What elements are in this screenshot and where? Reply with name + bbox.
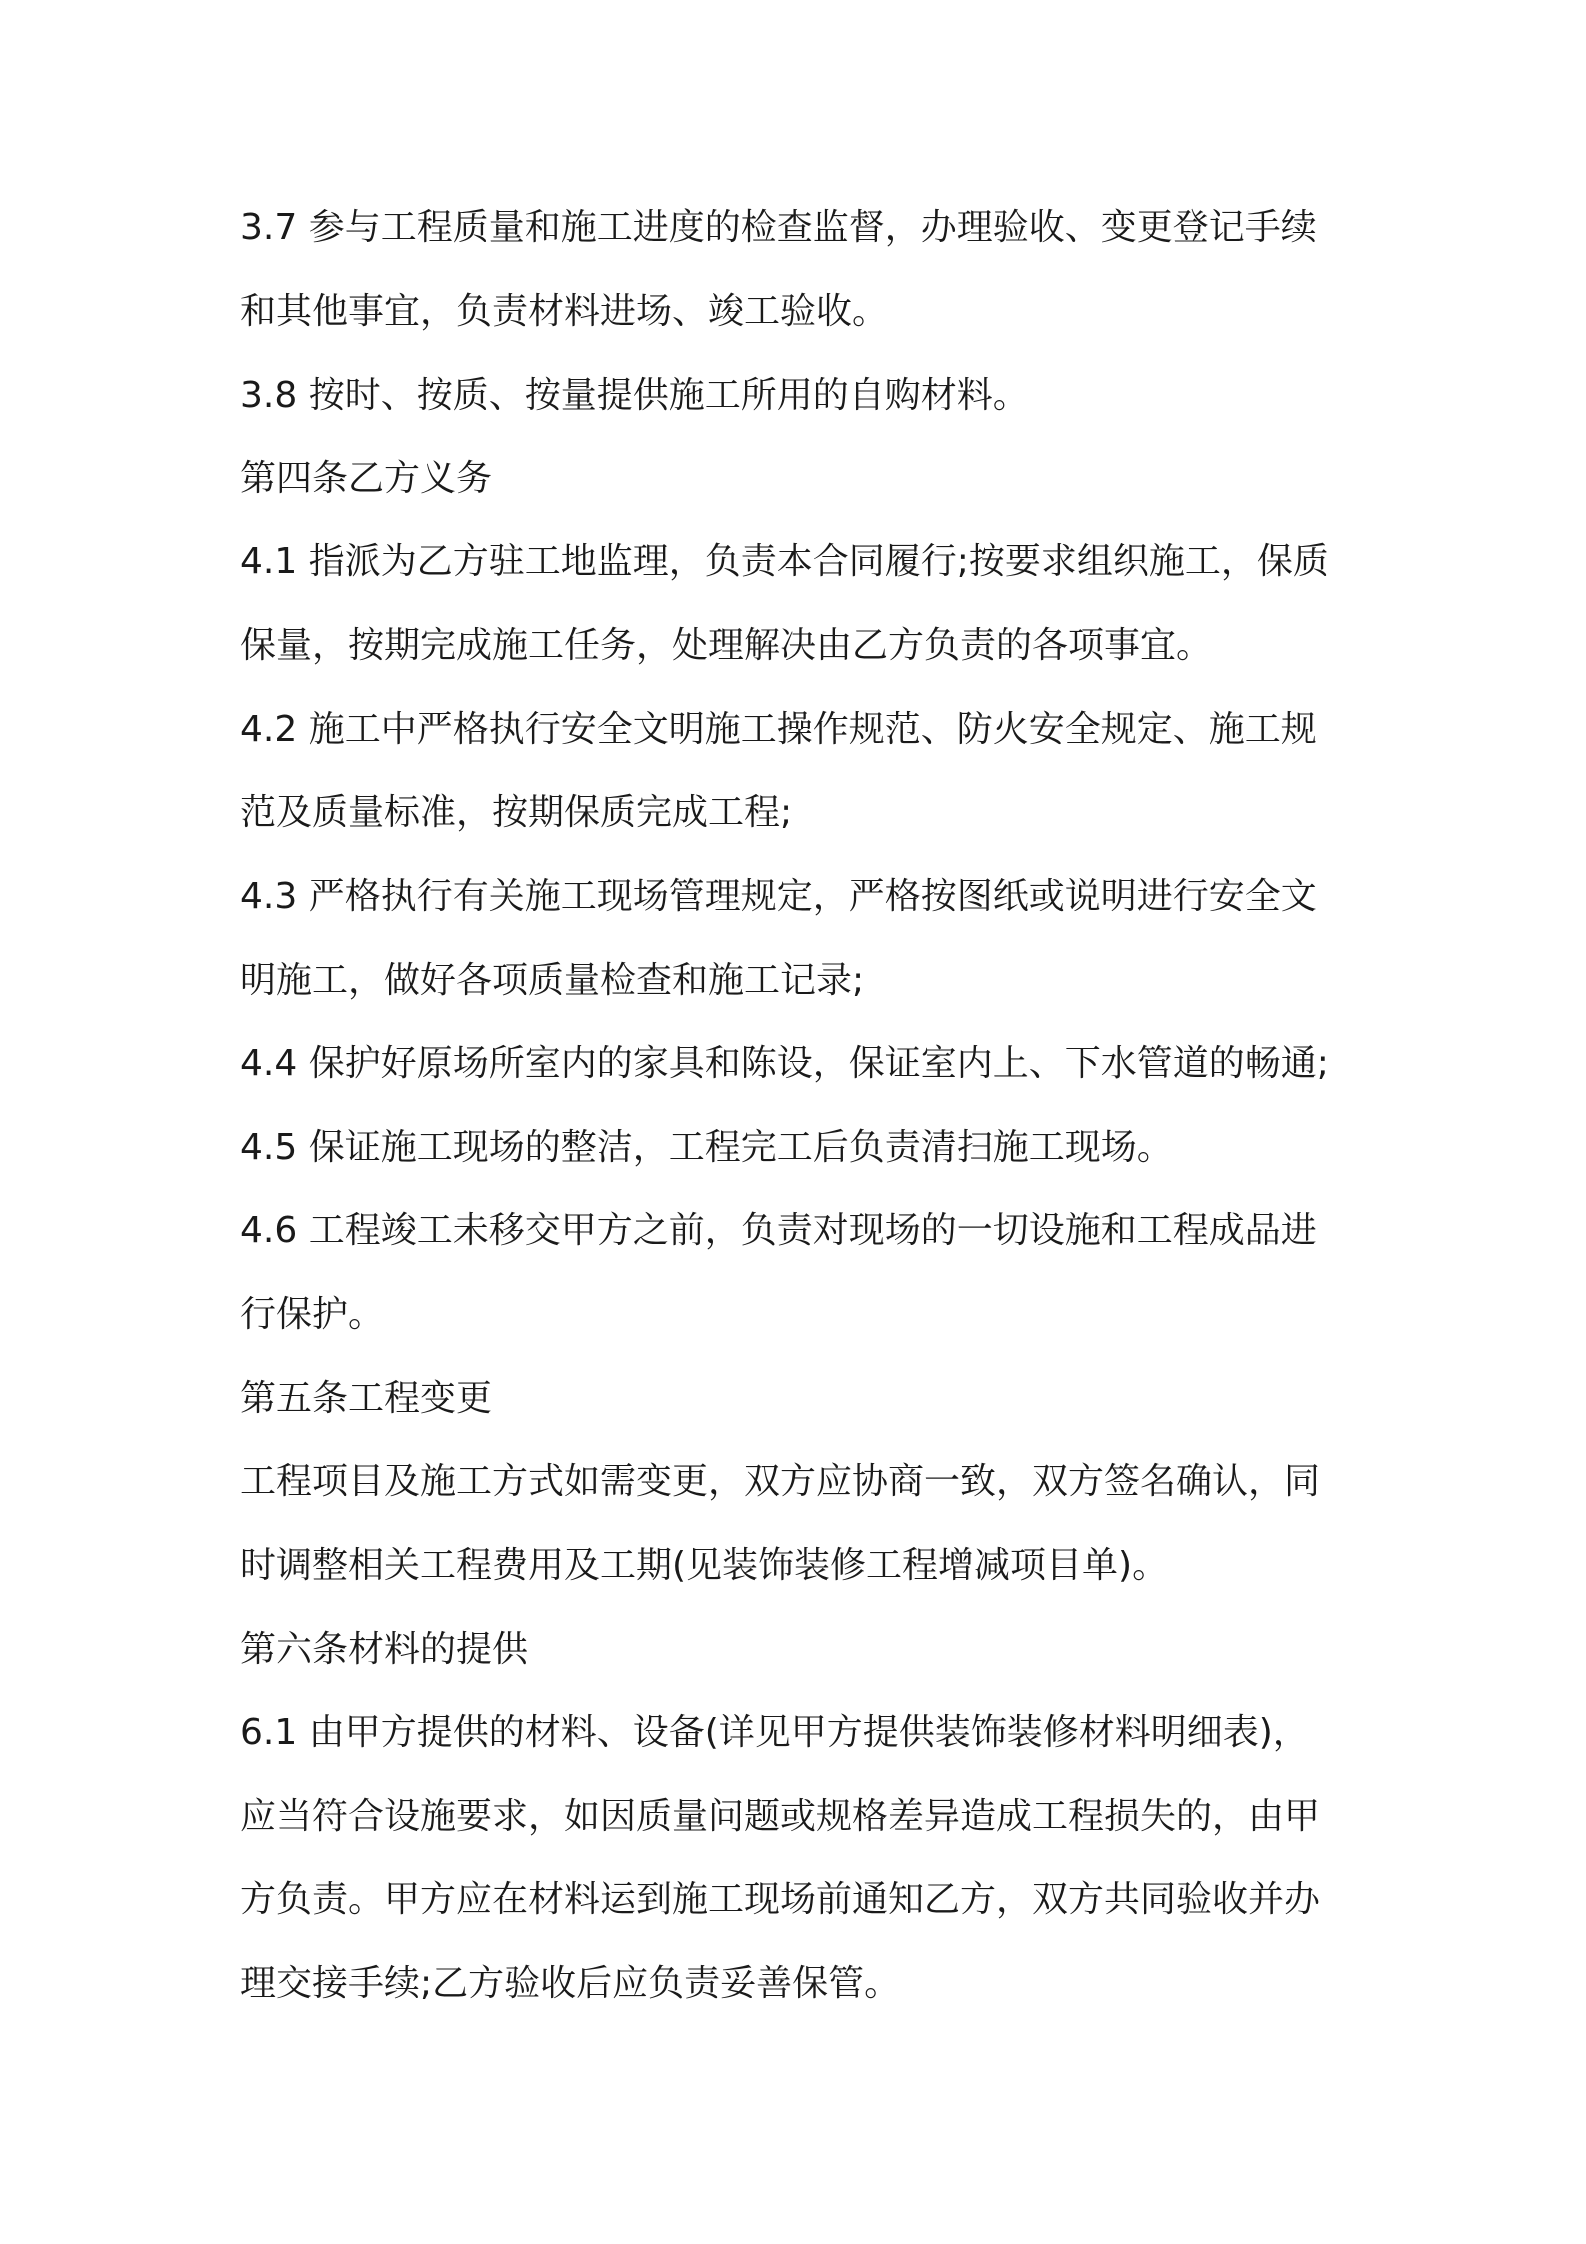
text-line: 4.5 保证施工现场的整洁，工程完工后负责清扫施工现场。 xyxy=(240,1127,1173,1168)
text-line: 4.1 指派为乙方驻工地监理，负责本合同履行;按要求组织施工，保质 xyxy=(240,541,1329,582)
text-line: 保量，按期完成施工任务，处理解决由乙方负责的各项事宜。 xyxy=(240,625,1213,666)
text-line: 6.1 由甲方提供的材料、设备(详见甲方提供装饰装修材料明细表)， xyxy=(240,1712,1309,1753)
text-line: 行保护。 xyxy=(240,1294,385,1335)
text-line: 时调整相关工程费用及工期(见装饰装修工程增减项目单)。 xyxy=(240,1545,1169,1586)
text-line: 和其他事宜，负责材料进场、竣工验收。 xyxy=(240,291,889,332)
text-line: 3.7 参与工程质量和施工进度的检查监督，办理验收、变更登记手续 xyxy=(240,207,1317,248)
text-line: 方负责。甲方应在材料运到施工现场前通知乙方，双方共同验收并办 xyxy=(240,1879,1321,1920)
text-line: 3.8 按时、按质、按量提供施工所用的自购材料。 xyxy=(240,375,1029,416)
section-heading: 第六条材料的提供 xyxy=(240,1629,529,1670)
text-line: 理交接手续;乙方验收后应负责妥善保管。 xyxy=(240,1963,901,2004)
text-line: 4.3 严格执行有关施工现场管理规定，严格按图纸或说明进行安全文 xyxy=(240,876,1317,917)
text-line: 明施工，做好各项质量检查和施工记录; xyxy=(240,960,865,1001)
text-line: 4.6 工程竣工未移交甲方之前，负责对现场的一切设施和工程成品进 xyxy=(240,1210,1317,1251)
section-heading: 第五条工程变更 xyxy=(240,1378,493,1419)
section-heading: 第四条乙方义务 xyxy=(240,458,493,499)
text-line: 4.2 施工中严格执行安全文明施工操作规范、防火安全规定、施工规 xyxy=(240,709,1317,750)
text-line: 工程项目及施工方式如需变更，双方应协商一致，双方签名确认，同 xyxy=(240,1461,1321,1502)
text-line: 范及质量标准，按期保质完成工程; xyxy=(240,792,793,833)
text-line: 应当符合设施要求，如因质量问题或规格差异造成工程损失的，由甲 xyxy=(240,1796,1321,1837)
text-line: 4.4 保护好原场所室内的家具和陈设，保证室内上、下水管道的畅通; xyxy=(240,1043,1329,1084)
